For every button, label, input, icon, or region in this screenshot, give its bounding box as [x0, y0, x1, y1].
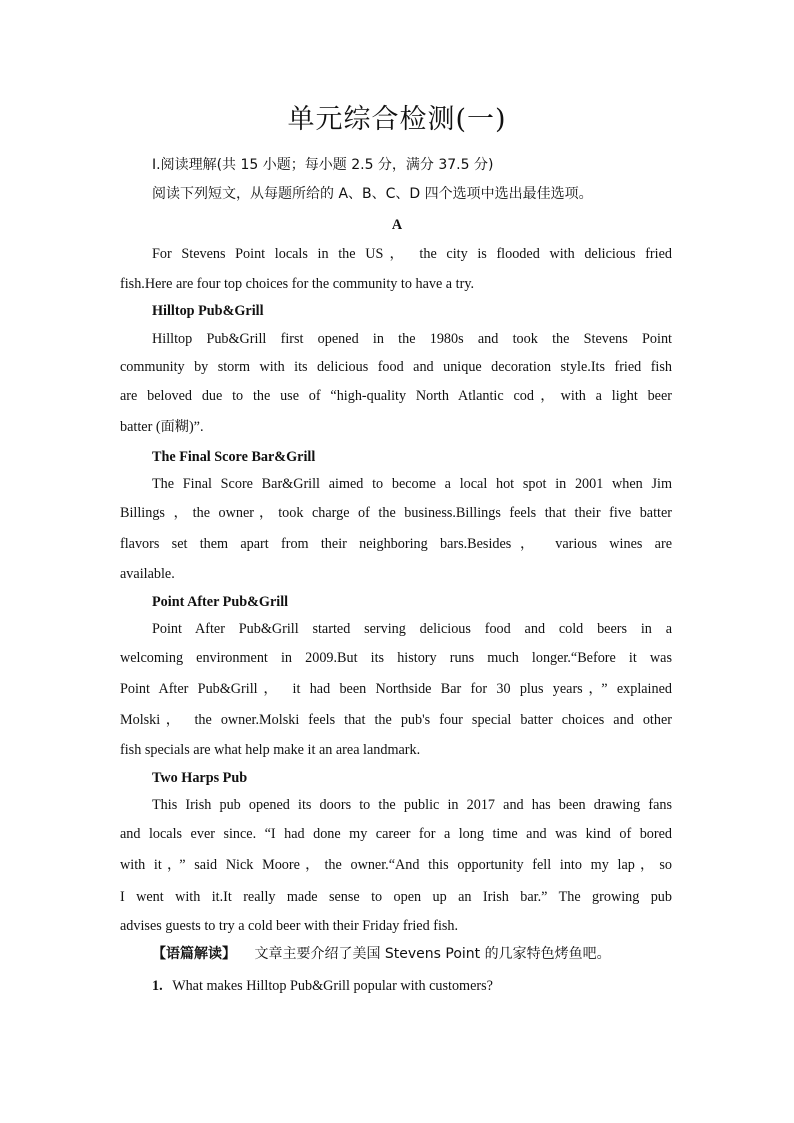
paragraph-line: Billings ，the owner，took charge of the business.Billings feels that their five batter: [120, 505, 672, 521]
instruction: 阅读下列短文，从每题所给的 A、B、C、D 四个选项中选出最佳选项。: [152, 186, 593, 202]
intro-line: For Stevens Point locals in the US， the city is flooded with delicious fried: [152, 246, 672, 262]
question-1: [152, 976, 672, 996]
paragraph-line: flavors set them apart from their neighboring bars.Besides， various wines are: [120, 536, 672, 552]
question-text: What makes Hilltop Pub&Grill popular with customers?: [172, 978, 493, 994]
paragraph-line: available.: [120, 566, 175, 582]
paragraph-line: batter (面糊)”.: [120, 419, 204, 435]
paragraph-line: are beloved due to the use of “high-quality North Atlantic cod，with a light beer: [120, 388, 672, 404]
section-heading-final-score: The Final Score Bar&Grill: [152, 449, 316, 465]
paragraph-line: Molski， the owner.Molski feels that the pub's four special batter choices and other: [120, 712, 672, 728]
paragraph-line: This Irish pub opened its doors to the public in 2017 and has been drawing fans: [152, 797, 672, 813]
paragraph-line: fish specials are what help make it an area landmark.: [120, 742, 421, 758]
analysis-label: 【语篇解读】: [152, 946, 236, 962]
intro-line: fish.Here are four top choices for the community to have a try.: [120, 276, 475, 292]
section-heading-hilltop: Hilltop Pub&Grill: [152, 303, 264, 319]
analysis-text: 文章主要介绍了美国 Stevens Point 的几家特色烤鱼吧。: [254, 946, 611, 962]
paragraph-line: community by storm with its delicious food and unique decoration style.Its fried fish: [120, 359, 672, 375]
page-title: 单元综合检测(一): [287, 104, 507, 135]
section-heading-point-after: Point After Pub&Grill: [152, 594, 289, 610]
paragraph-line: I went with it.It really made sense to open up an Irish bar.” The growing pub: [120, 889, 672, 905]
section-heading: Ⅰ.阅读理解(共 15 小题；每小题 2.5 分，满分 37.5 分): [152, 157, 494, 173]
paragraph-line: Hilltop Pub&Grill first opened in the 1980s and took the Stevens Point: [152, 331, 672, 347]
passage-analysis: [152, 944, 672, 964]
paragraph-line: Point After Pub&Grill started serving delicious food and cold beers in a: [152, 621, 672, 637]
paragraph-line: advises guests to try a cold beer with their Friday fried fish.: [120, 918, 459, 934]
paragraph-line: The Final Score Bar&Grill aimed to become a local hot spot in 2001 when Jim: [152, 476, 672, 492]
paragraph-line: welcoming environment in 2009.But its history runs much longer.“Before it was: [120, 650, 672, 666]
paragraph-line: Point After Pub&Grill， it had been Northside Bar for 30 plus years，” explained: [120, 681, 672, 697]
question-number: 1.: [152, 978, 163, 994]
paragraph-line: and locals ever since. “I had done my career for a long time and was kind of bored: [120, 826, 672, 842]
paragraph-line: with it，” said Nick Moore，the owner.“And this opportunity fell into my lap，so: [120, 857, 672, 873]
section-heading-two-harps: Two Harps Pub: [152, 770, 248, 786]
passage-label: A: [391, 217, 403, 233]
